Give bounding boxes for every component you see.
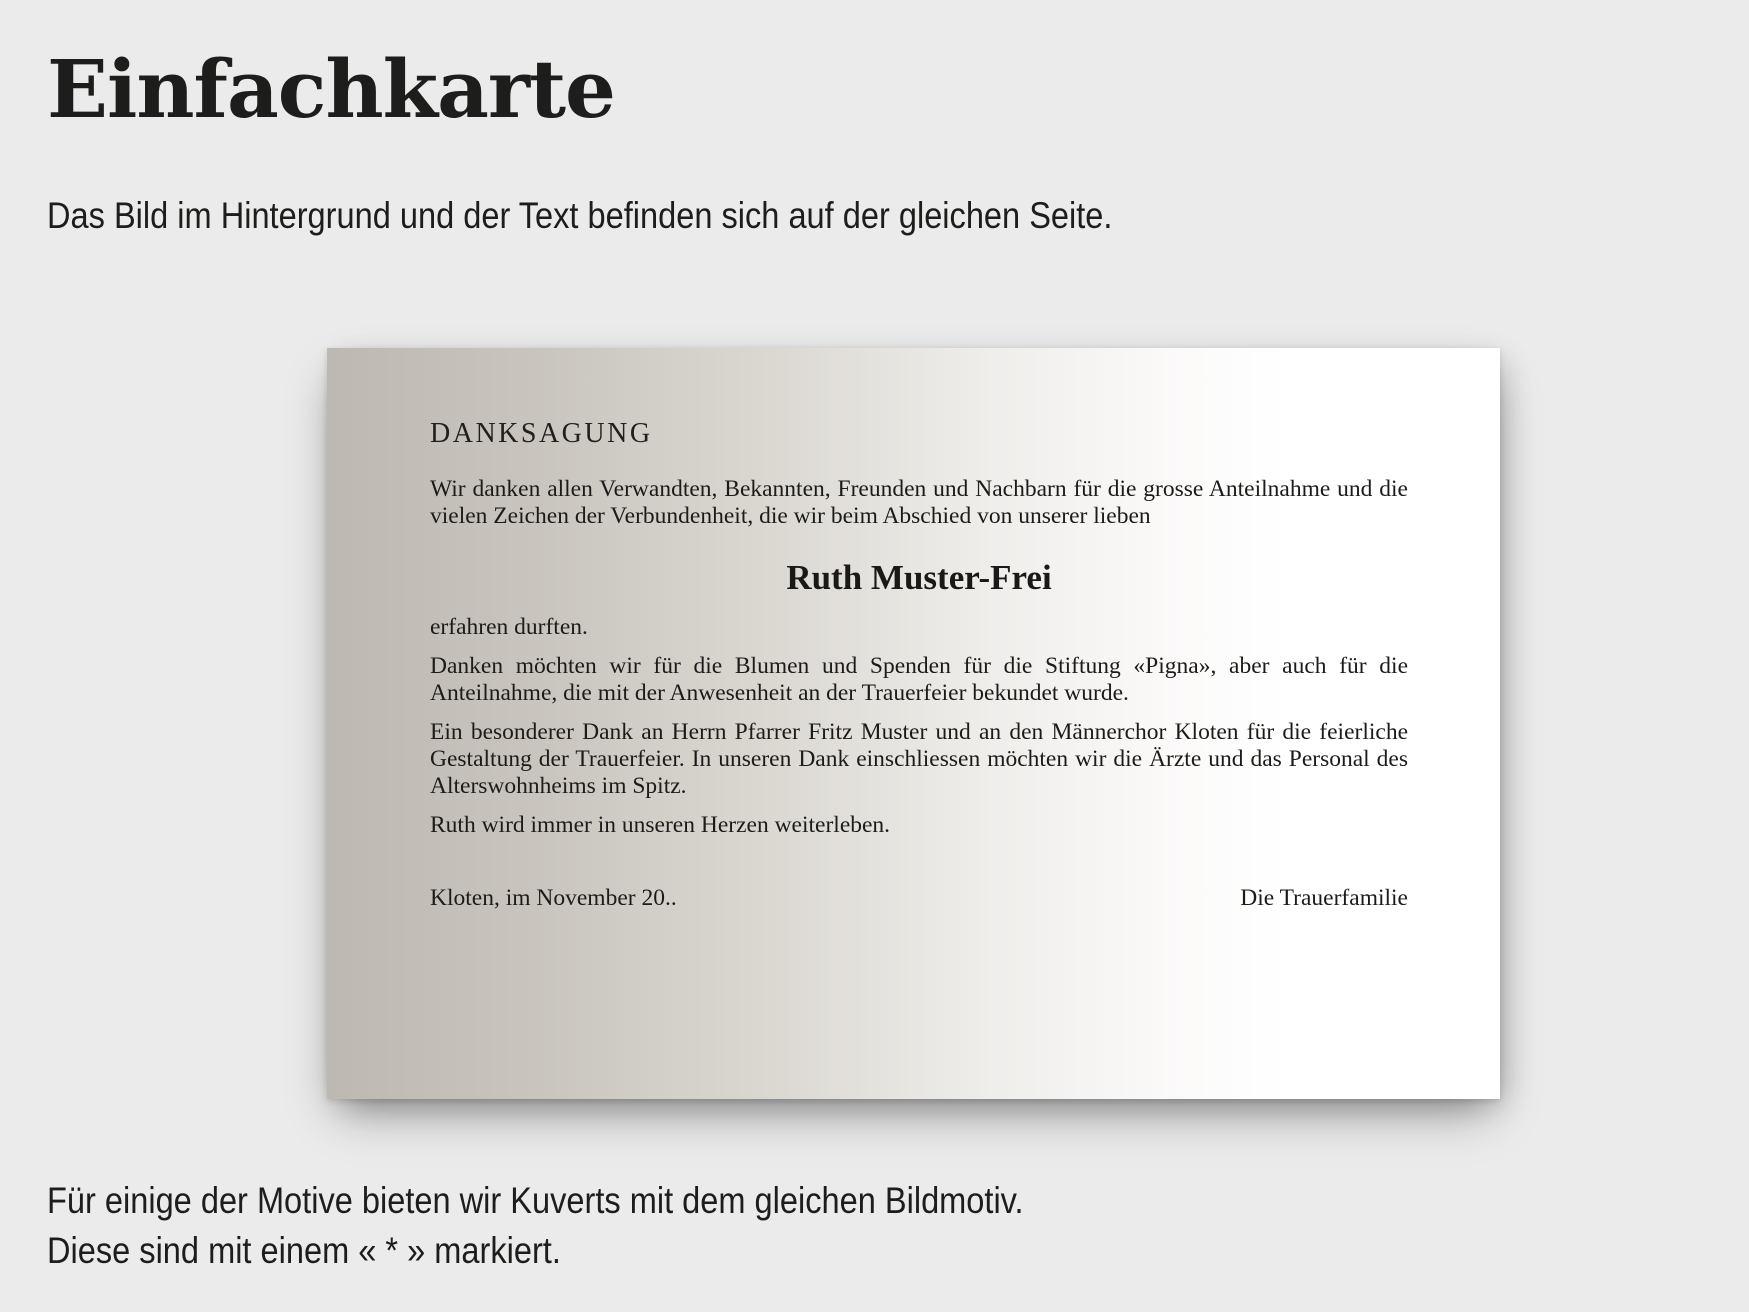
card-paragraph-thanks: Ein besonderer Dank an Herrn Pfarrer Fritz Muster und an den Männerchor Kloten für die feierliche Gestaltung der Trauerfeier. In unseren Dank einschliessen möchten wir die Ärzte und das Personal des Alterswohnheims im Spitz. xyxy=(430,719,1408,799)
card-paragraph-erfahren: erfahren durften. xyxy=(430,614,588,640)
card-signature: Die Trauerfamilie xyxy=(1240,885,1408,911)
page-subtitle xyxy=(47,194,1258,238)
page-footer-line2: Diese sind mit einem « * » markiert. xyxy=(47,1230,561,1271)
card-paragraph-memory: Ruth wird immer in unseren Herzen weiterleben. xyxy=(430,812,891,838)
page-subtitle-text: Das Bild im Hintergrund und der Text befinden sich auf der gleichen Seite. xyxy=(47,195,1113,236)
card-paragraph-donations: Danken möchten wir für die Blumen und Spenden für die Stiftung «Pigna», aber auch für die Anteilnahme, die mit der Anwesenheit an der Trauerfeier bekundet wurde. xyxy=(430,653,1408,706)
page-footer-line1: Für einige der Motive bieten wir Kuverts mit dem gleichen Bildmotiv. xyxy=(47,1180,1024,1221)
deceased-name: Ruth Muster-Frei xyxy=(786,558,1052,597)
memorial-card-preview xyxy=(327,348,1500,1099)
card-place-date: Kloten, im November 20.. xyxy=(430,885,677,911)
card-heading: DANKSAGUNG xyxy=(430,418,653,449)
page-title: Einfachkarte xyxy=(47,42,615,136)
card-paragraph-intro: Wir danken allen Verwandten, Bekannten, Freunden und Nachbarn für die grosse Anteilnahme und die vielen Zeichen der Verbundenheit, die wir beim Abschied von unserer lieben xyxy=(430,476,1408,529)
page-footer xyxy=(47,1176,1157,1276)
card-footer xyxy=(430,885,1408,912)
